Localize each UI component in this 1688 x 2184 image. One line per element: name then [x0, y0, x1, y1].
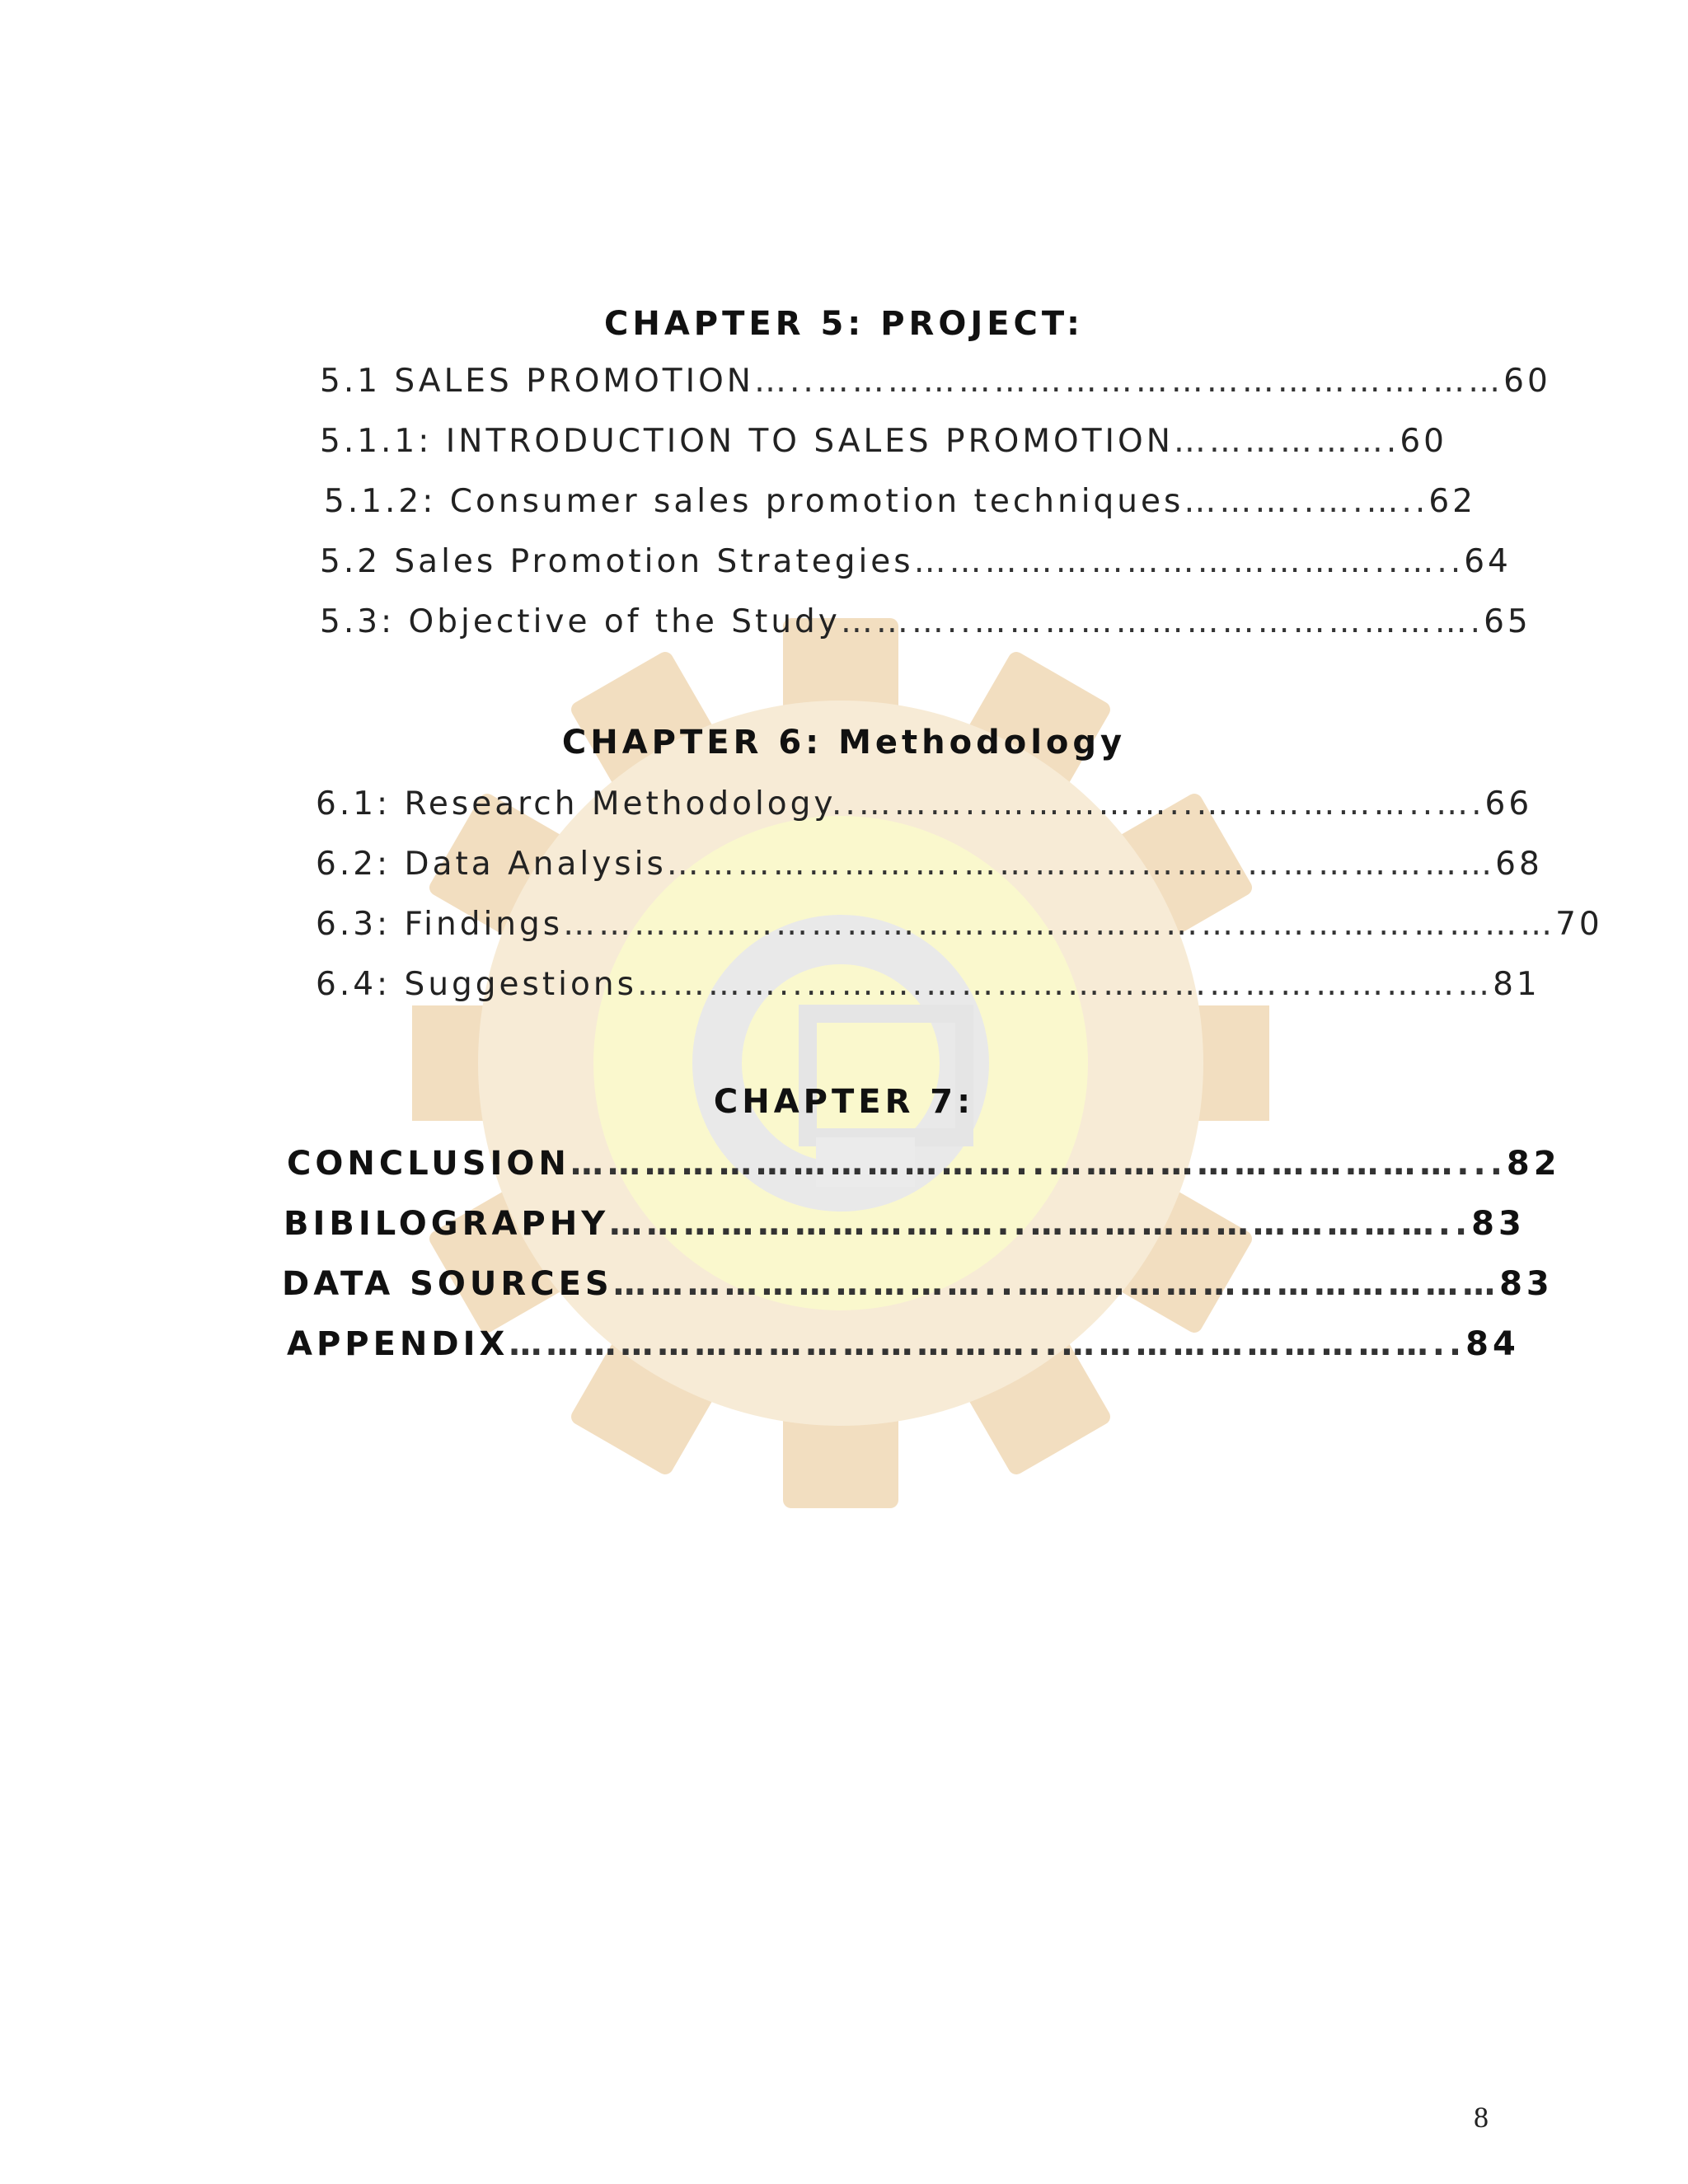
toc-entry — [284, 1205, 1526, 1243]
toc-entry-label: DATA SOURCES — [282, 1265, 613, 1303]
toc-entry-leader: …………………………………..….. — [913, 543, 1465, 580]
toc-entry — [320, 543, 1512, 580]
toc-entry-leader: ……………………………………..………………………….. — [509, 1325, 1466, 1363]
page-number: 8 — [1474, 2101, 1489, 2134]
toc-entry — [320, 603, 1531, 640]
toc-entry-page: 83 — [1499, 1265, 1554, 1303]
toc-entry-page: 68 — [1495, 846, 1543, 883]
toc-entry-leader: ……………………….…..…………………………….. — [609, 1205, 1472, 1243]
toc-entry-label: BIBILOGRAPHY — [284, 1205, 610, 1243]
toc-entry-leader: ………………………………..……………………………... — [570, 1145, 1507, 1183]
toc-entry-page: 82 — [1506, 1145, 1561, 1183]
toc-entry — [324, 483, 1476, 520]
toc-entry-leader: ………………………………………………………………………… — [563, 906, 1556, 943]
toc-entry-leader: ………..….….. — [1184, 483, 1429, 520]
toc-entry-leader: …………………….……………………………………… — [666, 846, 1496, 883]
toc-entry-page: 70 — [1555, 906, 1603, 943]
toc-entry-page: 83 — [1471, 1205, 1526, 1243]
toc-entry-page: 66 — [1484, 785, 1533, 823]
toc-entry-leader: …..…………………………………………….…… — [753, 363, 1504, 400]
toc-entry — [320, 423, 1447, 460]
toc-entry-label: 5.3: Objective of the Study — [320, 603, 841, 640]
toc-entry-page: 84 — [1465, 1325, 1520, 1363]
toc-entry — [287, 1145, 1561, 1183]
toc-entry-label: 6.1: Research Methodology — [316, 785, 832, 823]
chapter-6-heading: CHAPTER 6: Methodology — [561, 724, 1127, 762]
toc-entry — [316, 846, 1543, 883]
toc-entry-label: 5.1 SALES PROMOTION — [320, 363, 754, 400]
chapter-7-heading: CHAPTER 7: — [713, 1083, 975, 1121]
toc-entry-label: 5.1.1: INTRODUCTION TO SALES PROMOTION — [320, 423, 1174, 460]
toc-entry-label: CONCLUSION — [287, 1145, 570, 1183]
toc-entry-label: 6.4: Suggestions — [316, 966, 637, 1003]
chapter-5-heading: CHAPTER 5: PROJECT: — [604, 305, 1084, 343]
toc-entry-label: 5.1.2: Consumer sales promotion techniques — [324, 483, 1184, 520]
toc-entry-label: 6.2: Data Analysis — [316, 846, 667, 883]
toc-entry-label: APPENDIX — [287, 1325, 509, 1363]
toc-entry — [282, 1265, 1554, 1303]
toc-entry-leader: ………..……………………………………. — [840, 603, 1484, 640]
toc-entry-leader: …………..……….………………………………………… — [636, 966, 1493, 1003]
toc-entry — [316, 906, 1603, 943]
toc-entry-page: 62 — [1428, 483, 1476, 520]
toc-entry-leader: ………………. — [1173, 423, 1400, 460]
toc-entry-page: 60 — [1503, 363, 1551, 400]
toc-entry-page: 81 — [1493, 966, 1540, 1003]
toc-entry-label: 5.2 Sales Promotion Strategies — [320, 543, 914, 580]
toc-entry-leader: …………………………..………………………………… — [612, 1265, 1500, 1303]
toc-entry — [316, 785, 1532, 823]
toc-entry-label: 6.3: Findings — [316, 906, 564, 943]
toc-entry — [287, 1325, 1520, 1363]
toc-entry-page: 65 — [1484, 603, 1531, 640]
toc-entry — [316, 966, 1540, 1003]
toc-entry-leader: ..………..……………..………………..…. — [831, 785, 1485, 823]
toc-entry-page: 60 — [1400, 423, 1447, 460]
toc-entry — [320, 363, 1551, 400]
toc-entry-page: 64 — [1464, 543, 1512, 580]
